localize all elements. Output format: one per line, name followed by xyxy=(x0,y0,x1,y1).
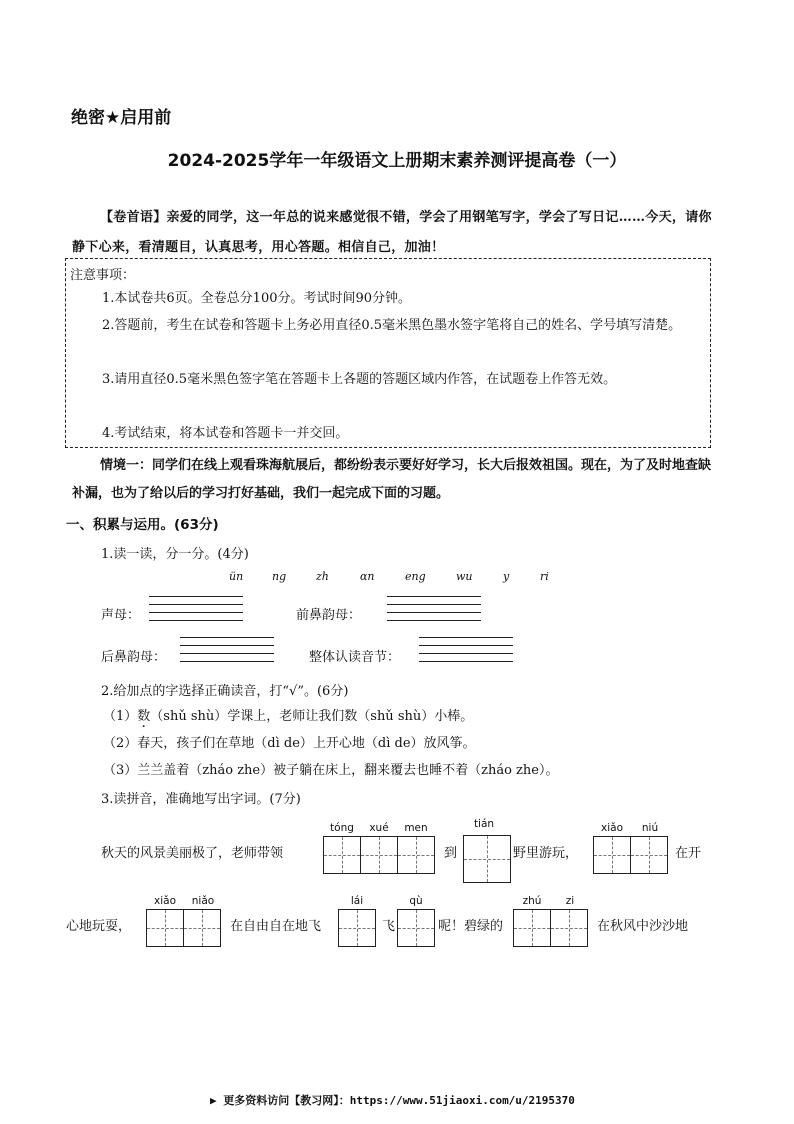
q1-letter: ɑn xyxy=(360,570,375,583)
q1-letter: ri xyxy=(540,570,549,583)
writing-grid[interactable] xyxy=(593,836,667,874)
q3-text: 到 xyxy=(444,846,458,861)
q3-text: 在秋风中沙沙地 xyxy=(597,919,689,934)
q2-line-1-num: （1） xyxy=(103,709,138,724)
pinyin-label: xiǎo xyxy=(154,895,176,907)
q3-text: 野里游玩， xyxy=(513,846,579,861)
answer-lines[interactable] xyxy=(180,637,274,669)
writing-grid[interactable] xyxy=(146,909,220,947)
answer-lines[interactable] xyxy=(387,596,481,628)
footer-link[interactable]: ▶ 更多资料访问【教习网】：https://www.51jiaoxi.com/u/2195370 xyxy=(210,1094,575,1107)
notice-box xyxy=(65,258,711,448)
writing-grid[interactable] xyxy=(463,835,510,883)
writing-grid[interactable] xyxy=(323,836,434,874)
preface: 【卷首语】亲爱的同学，这一年总的说来感觉很不错，学会了用钢笔写字，学会了写日记……今天，请你静下心来，看清题目，认真思考，用心答题。相信自己，加油！ xyxy=(72,210,712,255)
pinyin-label: lái xyxy=(350,895,364,907)
q1-letter: eng xyxy=(405,570,426,583)
scene-intro: 情境一：同学们在线上观看珠海航展后，都纷纷表示要好好学习，长大后报效祖国。现在，为了及时地查缺补漏，也为了给以后的学习打好基础，我们一起完成下面的习题。 xyxy=(72,458,712,501)
q1-title: 1.读一读，分一分。(4分) xyxy=(101,547,249,562)
q1-label-zhengti: 整体认读音节： xyxy=(309,650,401,665)
dotted-char: 数 xyxy=(137,709,151,724)
pinyin-label: xiǎo xyxy=(601,822,623,834)
q3-title: 3.读拼音，准确地写出字词。(7分) xyxy=(101,792,301,807)
q1-label-qianbi: 前鼻韵母： xyxy=(296,608,362,623)
q3-text: 秋天的风景美丽极了，老师带领 xyxy=(101,846,284,861)
answer-lines[interactable] xyxy=(419,637,513,669)
writing-grid[interactable] xyxy=(397,909,434,947)
q1-letter: ng xyxy=(272,570,287,583)
q3-text: 心地玩耍， xyxy=(66,919,132,934)
q2-line-1-b: （sh xyxy=(150,709,179,724)
q3-text: 在自由自在地飞 xyxy=(230,919,322,934)
q2-line-1-d: shù）学课上，老师让我们数（shǔ shù）小棒。 xyxy=(186,709,474,724)
notice-item-1: 1.本试卷共6页。全卷总分100分。考试时间90分钟。 xyxy=(102,291,412,306)
q1-letter: ün xyxy=(229,570,244,583)
pinyin-label: men xyxy=(404,822,428,834)
q2-line-1 xyxy=(103,705,473,724)
q3-text: 飞 xyxy=(382,919,396,934)
answer-lines[interactable] xyxy=(149,596,243,628)
pinyin-label: niú xyxy=(641,822,659,834)
q1-letter: y xyxy=(503,570,510,583)
q1-label-shengmu: 声母： xyxy=(101,608,141,623)
q3-text: 在开 xyxy=(675,846,702,861)
q2-title: 2.给加点的字选择正确读音，打“√”。(6分) xyxy=(101,684,349,699)
writing-grid[interactable] xyxy=(513,909,587,947)
q2-line-2: （2）春天，孩子们在草地（dì de）上开心地（dì de）放风筝。 xyxy=(103,736,476,751)
q2-line-3: （3）兰兰盖着（zháo zhe）被子躺在床上，翻来覆去也睡不着（zháo zhe）。 xyxy=(103,763,559,778)
notice-item-4: 4.考试结束，将本试卷和答题卡一并交回。 xyxy=(102,426,349,441)
q2-line-1-c: ǔ xyxy=(178,709,187,724)
notice-item-2: 2.答题前，考生在试卷和答题卡上务必用直径0.5毫米黑色墨水签字笔将自己的姓名、学号填写清楚。 xyxy=(102,318,682,333)
pinyin-label: tián xyxy=(473,818,495,830)
page-title: 2024-2025学年一年级语文上册期末素养测评提高卷（一） xyxy=(167,151,627,171)
pinyin-label: zi xyxy=(565,895,575,907)
q3-text: 呢！碧绿的 xyxy=(438,919,504,934)
writing-grid[interactable] xyxy=(338,909,375,947)
pinyin-label: xué xyxy=(369,822,389,834)
q1-label-houbi: 后鼻韵母： xyxy=(101,650,167,665)
q1-letter: wu xyxy=(456,570,473,583)
pinyin-label: tóng xyxy=(330,822,354,834)
section-title: 一、积累与运用。(63分) xyxy=(66,517,219,533)
q1-letter: zh xyxy=(316,570,329,583)
notice-title: 注意事项： xyxy=(70,268,136,283)
notice-item-3: 3.请用直径0.5毫米黑色签字笔在答题卡上各题的答题区域内作答，在试题卷上作答无效。 xyxy=(102,372,617,387)
pinyin-label: zhú xyxy=(522,895,542,907)
pinyin-label: niǎo xyxy=(191,895,215,907)
secret-label: 绝密★启用前 xyxy=(71,108,172,128)
pinyin-label: qù xyxy=(409,895,423,907)
